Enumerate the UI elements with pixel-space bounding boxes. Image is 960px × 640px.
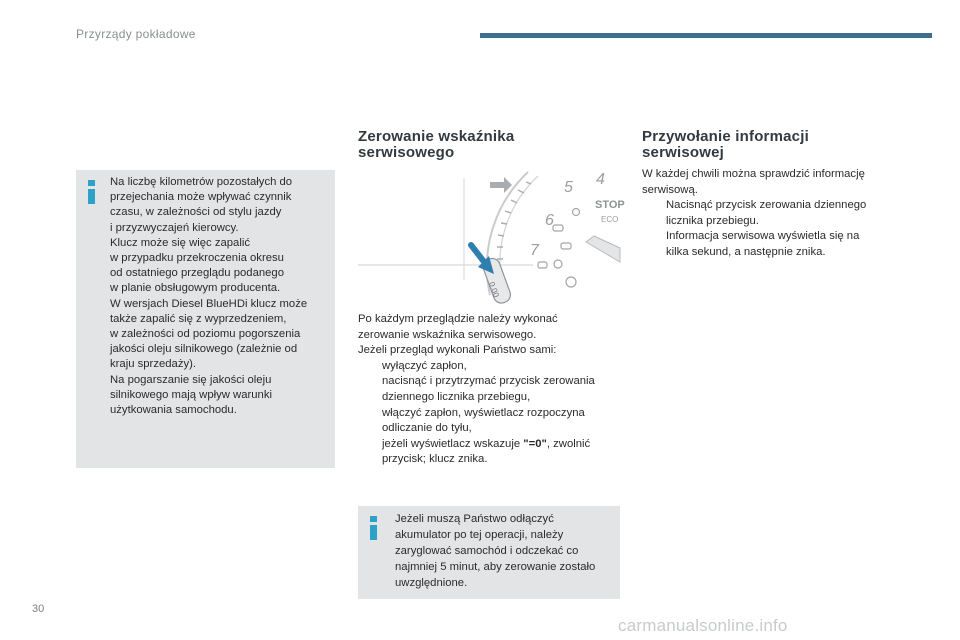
note-line: Klucz może się więc zapalić	[110, 236, 251, 249]
intro-line: serwisową.	[642, 183, 698, 196]
note-line: zaryglować samochód i odczekać co	[395, 545, 579, 557]
recall-text	[642, 167, 904, 261]
note-line: w przypadku przekroczenia okresu	[110, 252, 284, 265]
note-line: w zależności od poziomu pogorszenia	[110, 328, 301, 341]
note-line: i przyzwyczajeń kierowcy.	[110, 221, 239, 234]
note-line: uwzględnione.	[395, 577, 468, 589]
display-value: "=0"	[523, 437, 547, 450]
left-note-text	[110, 175, 332, 418]
note-line: akumulator po tej operacji, należy	[395, 529, 564, 541]
note-line: kraju sprzedaży).	[110, 358, 197, 371]
speed-label: 7	[530, 242, 539, 259]
reset-procedure-text	[358, 312, 623, 468]
watermark: carmanualsonline.info	[618, 616, 788, 635]
step-item: Nacisnąć przycisk zerowania dziennego licznika przebiegu. Informacja serwisowa wyświetla się na kilka sekund, a następnie znika.	[666, 199, 867, 258]
battery-note-text	[395, 511, 619, 591]
cluster-illustration	[358, 170, 625, 299]
step-item: wyłączyć zapłon,	[382, 359, 467, 372]
reset-section-title: Zerowanie wskaźnika serwisowego	[358, 128, 515, 161]
note-line: jakości oleju silnikowego (zależnie od	[110, 343, 298, 356]
speed-label: 6	[545, 212, 554, 229]
speed-label: 5	[564, 179, 573, 196]
left-info-note	[76, 170, 335, 468]
page-number: 30	[32, 603, 45, 615]
note-line: Jeżeli muszą Państwo odłączyć	[395, 513, 554, 525]
intro-line: Jeżeli przegląd wykonali Państwo sami:	[358, 344, 557, 357]
note-line: Na liczbę kilometrów pozostałych do	[110, 176, 293, 188]
note-line: w planie obsługowym producenta.	[110, 282, 281, 295]
stop-badge: STOP	[595, 199, 625, 211]
eco-badge: ECO	[601, 215, 619, 224]
note-line: W wersjach Diesel BlueHDi klucz może	[110, 297, 308, 310]
intro-line: zerowanie wskaźnika serwisowego.	[358, 328, 537, 341]
header-section-title: Przyrządy pokładowe	[76, 27, 196, 41]
intro-line: Po każdym przeglądzie należy wykonać	[358, 313, 558, 325]
note-line: Na pogarszanie się jakości oleju	[110, 373, 272, 386]
speed-label: 4	[596, 171, 605, 188]
note-line: przejechania może wpływać czynnik	[110, 191, 292, 204]
note-line: użytkowania samochodu.	[110, 404, 237, 417]
instrument-cluster-figure	[358, 170, 625, 299]
note-line: od ostatniego przeglądu podanego	[110, 267, 284, 280]
note-line: czasu, w zależności od stylu jazdy	[110, 206, 282, 219]
note-line: także zapalić się z wyprzedzeniem,	[110, 312, 287, 325]
step-item: jeżeli wyświetlacz wskazuje "=0", zwolnić przycisk; klucz znika.	[382, 437, 591, 466]
battery-info-note	[358, 506, 620, 599]
step-item: włączyć zapłon, wyświetlacz rozpoczyna odliczanie do tyłu,	[382, 406, 585, 435]
note-line: silnikowego mają wpływ warunki	[110, 388, 272, 401]
recall-section-title: Przywołanie informacji serwisowej	[642, 128, 809, 161]
step-item: nacisnąć i przytrzymać przycisk zerowania dziennego licznika przebiegu,	[382, 375, 595, 403]
intro-line: W każdej chwili można sprawdzić informację	[642, 168, 865, 180]
button-label: 0.00	[487, 280, 501, 299]
header-accent-bar	[480, 33, 932, 38]
note-line: najmniej 5 minut, aby zerowanie zostało	[395, 561, 596, 573]
